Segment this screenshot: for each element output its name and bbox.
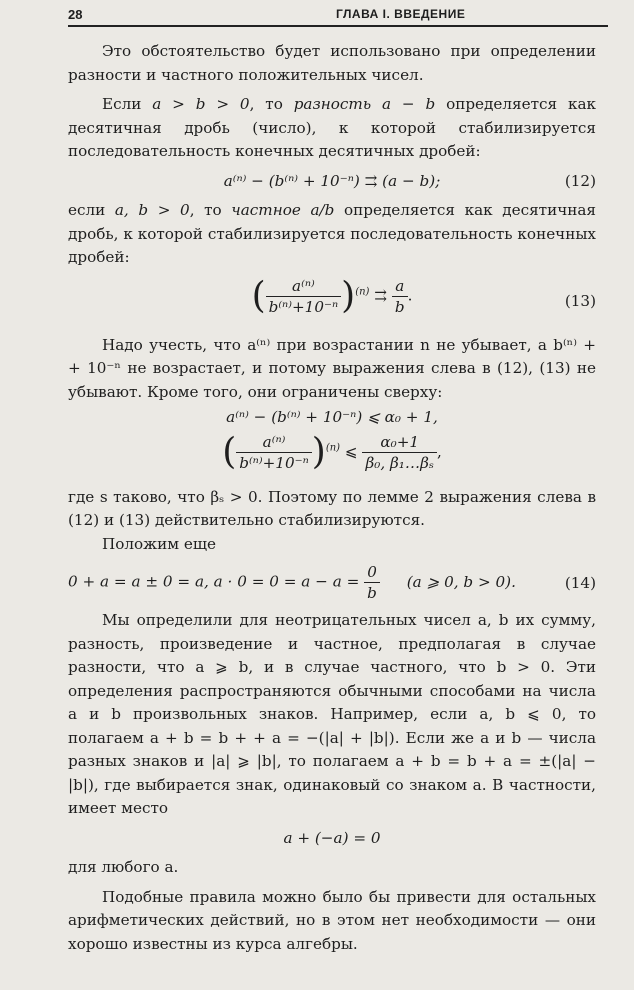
formula-inverse [68,827,596,851]
page-number: 28 [68,7,83,22]
text-segment: если [68,201,115,219]
header-rule [68,25,608,27]
fraction-numerator: 0 [364,562,380,583]
fraction [236,432,312,473]
fraction [266,276,342,317]
text-segment: , то [249,95,294,113]
paragraph-monotonic: Надо учесть, что a⁽ⁿ⁾ при возрастании n не убывает, a b⁽ⁿ⁾ + + 10⁻ⁿ не возрастает, и потому выражения слева в (12), (13) не убывают. Кроме того, они ограничены сверху: [68,335,596,401]
fraction-numerator: a [392,276,408,297]
superscript: (n) [355,285,370,297]
fraction-numerator: a⁽ⁿ⁾ [266,276,342,297]
term-quotient: частное a/b [231,201,335,219]
fraction-denominator: β₀, β₁…βₛ [365,453,434,472]
fraction-denominator: b⁽ⁿ⁾+10⁻ⁿ [268,297,339,316]
paragraph-intro: Это обстоятельство будет использовано при определении разности и частного положительных чисел. [68,42,596,84]
fraction-rhs [392,276,408,317]
text-segment: , то [189,201,232,219]
paragraph-any: для любого a. [68,858,179,876]
formula-12-number: (12) [564,171,596,190]
fraction-denominator: b [394,297,405,316]
formula-13-number: (13) [564,291,596,310]
inequality-1-body: a⁽ⁿ⁾ − (b⁽ⁿ⁾ + 10⁻ⁿ) ⩽ α₀ + 1, [226,408,438,426]
math-condition: a, b > 0 [114,201,190,219]
fraction-numerator: a⁽ⁿ⁾ [236,432,312,453]
paragraph-set: Положим еще [102,534,217,553]
inequality-1 [68,406,596,430]
formula-14-condition: (a ⩾ 0, b > 0). [406,572,516,591]
chapter-title: ГЛАВА I. ВВЕДЕНИЕ [336,7,466,21]
superscript: (n) [325,441,341,453]
paragraph-conclusion: Подобные правила можно было бы привести для остальных арифметических действий, но в этом нет необходимости — они хорошо известны из курса алгебры. [68,887,596,953]
formula-12 [68,170,596,194]
fraction-numerator: α₀+1 [362,432,436,453]
text-segment: Если [102,95,153,113]
left-paren: ( [251,275,266,316]
text-segment: определяется как десятичная дробь (число), к которой стабилизируется последовательность конечных десятичных дробей: [68,95,596,160]
right-paren: ) [341,275,356,316]
left-paren: ( [222,431,237,472]
paragraph-difference [68,93,596,164]
punctuation: , [436,442,442,460]
fraction-denominator: b⁽ⁿ⁾+10⁻ⁿ [239,453,309,472]
math-condition: a > b > 0 [152,95,250,113]
running-header [68,4,608,26]
formula-14-body: 0 + a = a ± 0 = a, a · 0 = 0 = a − a = [68,572,360,591]
paragraph-lemma: где s таково, что βₛ > 0. Поэтому по лемме 2 выражения слева в (12) и (13) действительно стабилизируются. [68,487,596,529]
inequality-2 [68,432,596,484]
paragraph-quotient [68,199,596,270]
leq-symbol: ⩽ [344,442,363,460]
formula-12-body: a⁽ⁿ⁾ − (b⁽ⁿ⁾ + 10⁻ⁿ) ⇉ (a − b); [223,171,441,190]
fraction-denominator: b [367,584,377,602]
fraction [364,562,380,603]
term-difference: разность a − b [293,95,436,113]
formula-14 [68,562,596,603]
paragraph-definitions: Мы определили для неотрицательных чисел a, b их сумму, разность, произведение и частное, предполагая в случае разности, что a ⩾ b, и в случае частного, что b > 0. Эти определения распространяются обычными способами на числа a и b произвольных знаков. Например, если a, b ⩽ 0, то полагаем a + b = b + + a = −(|a| + |b|). Если же a и b — числа разных знаков и |a| ⩾ |b|, то полагаем a + b = b + a = ±(|a| − |b|), где выбирается знак, одинаковый со знаком a. В частности, имеет место [68,611,596,817]
text-segment: определяется как десятичная дробь, к которой стабилизируется последовательность конечных дробей: [68,201,596,266]
fraction-rhs [362,432,436,473]
page-body [68,40,596,956]
formula-13: ( $\frac{\text{a⁽ⁿ⁾}}{\text{b⁽ⁿ⁾+10⁻ⁿ}}$ )$^{(n)}$ ⇉ $\frac{a}{b}$ . (13) [251,275,596,316]
formula-14-number: (14) [564,574,596,592]
formula-inverse-body: a + (−a) = 0 [283,828,381,847]
right-paren: ) [311,431,326,472]
arrow-symbol: ⇉ [374,286,392,304]
